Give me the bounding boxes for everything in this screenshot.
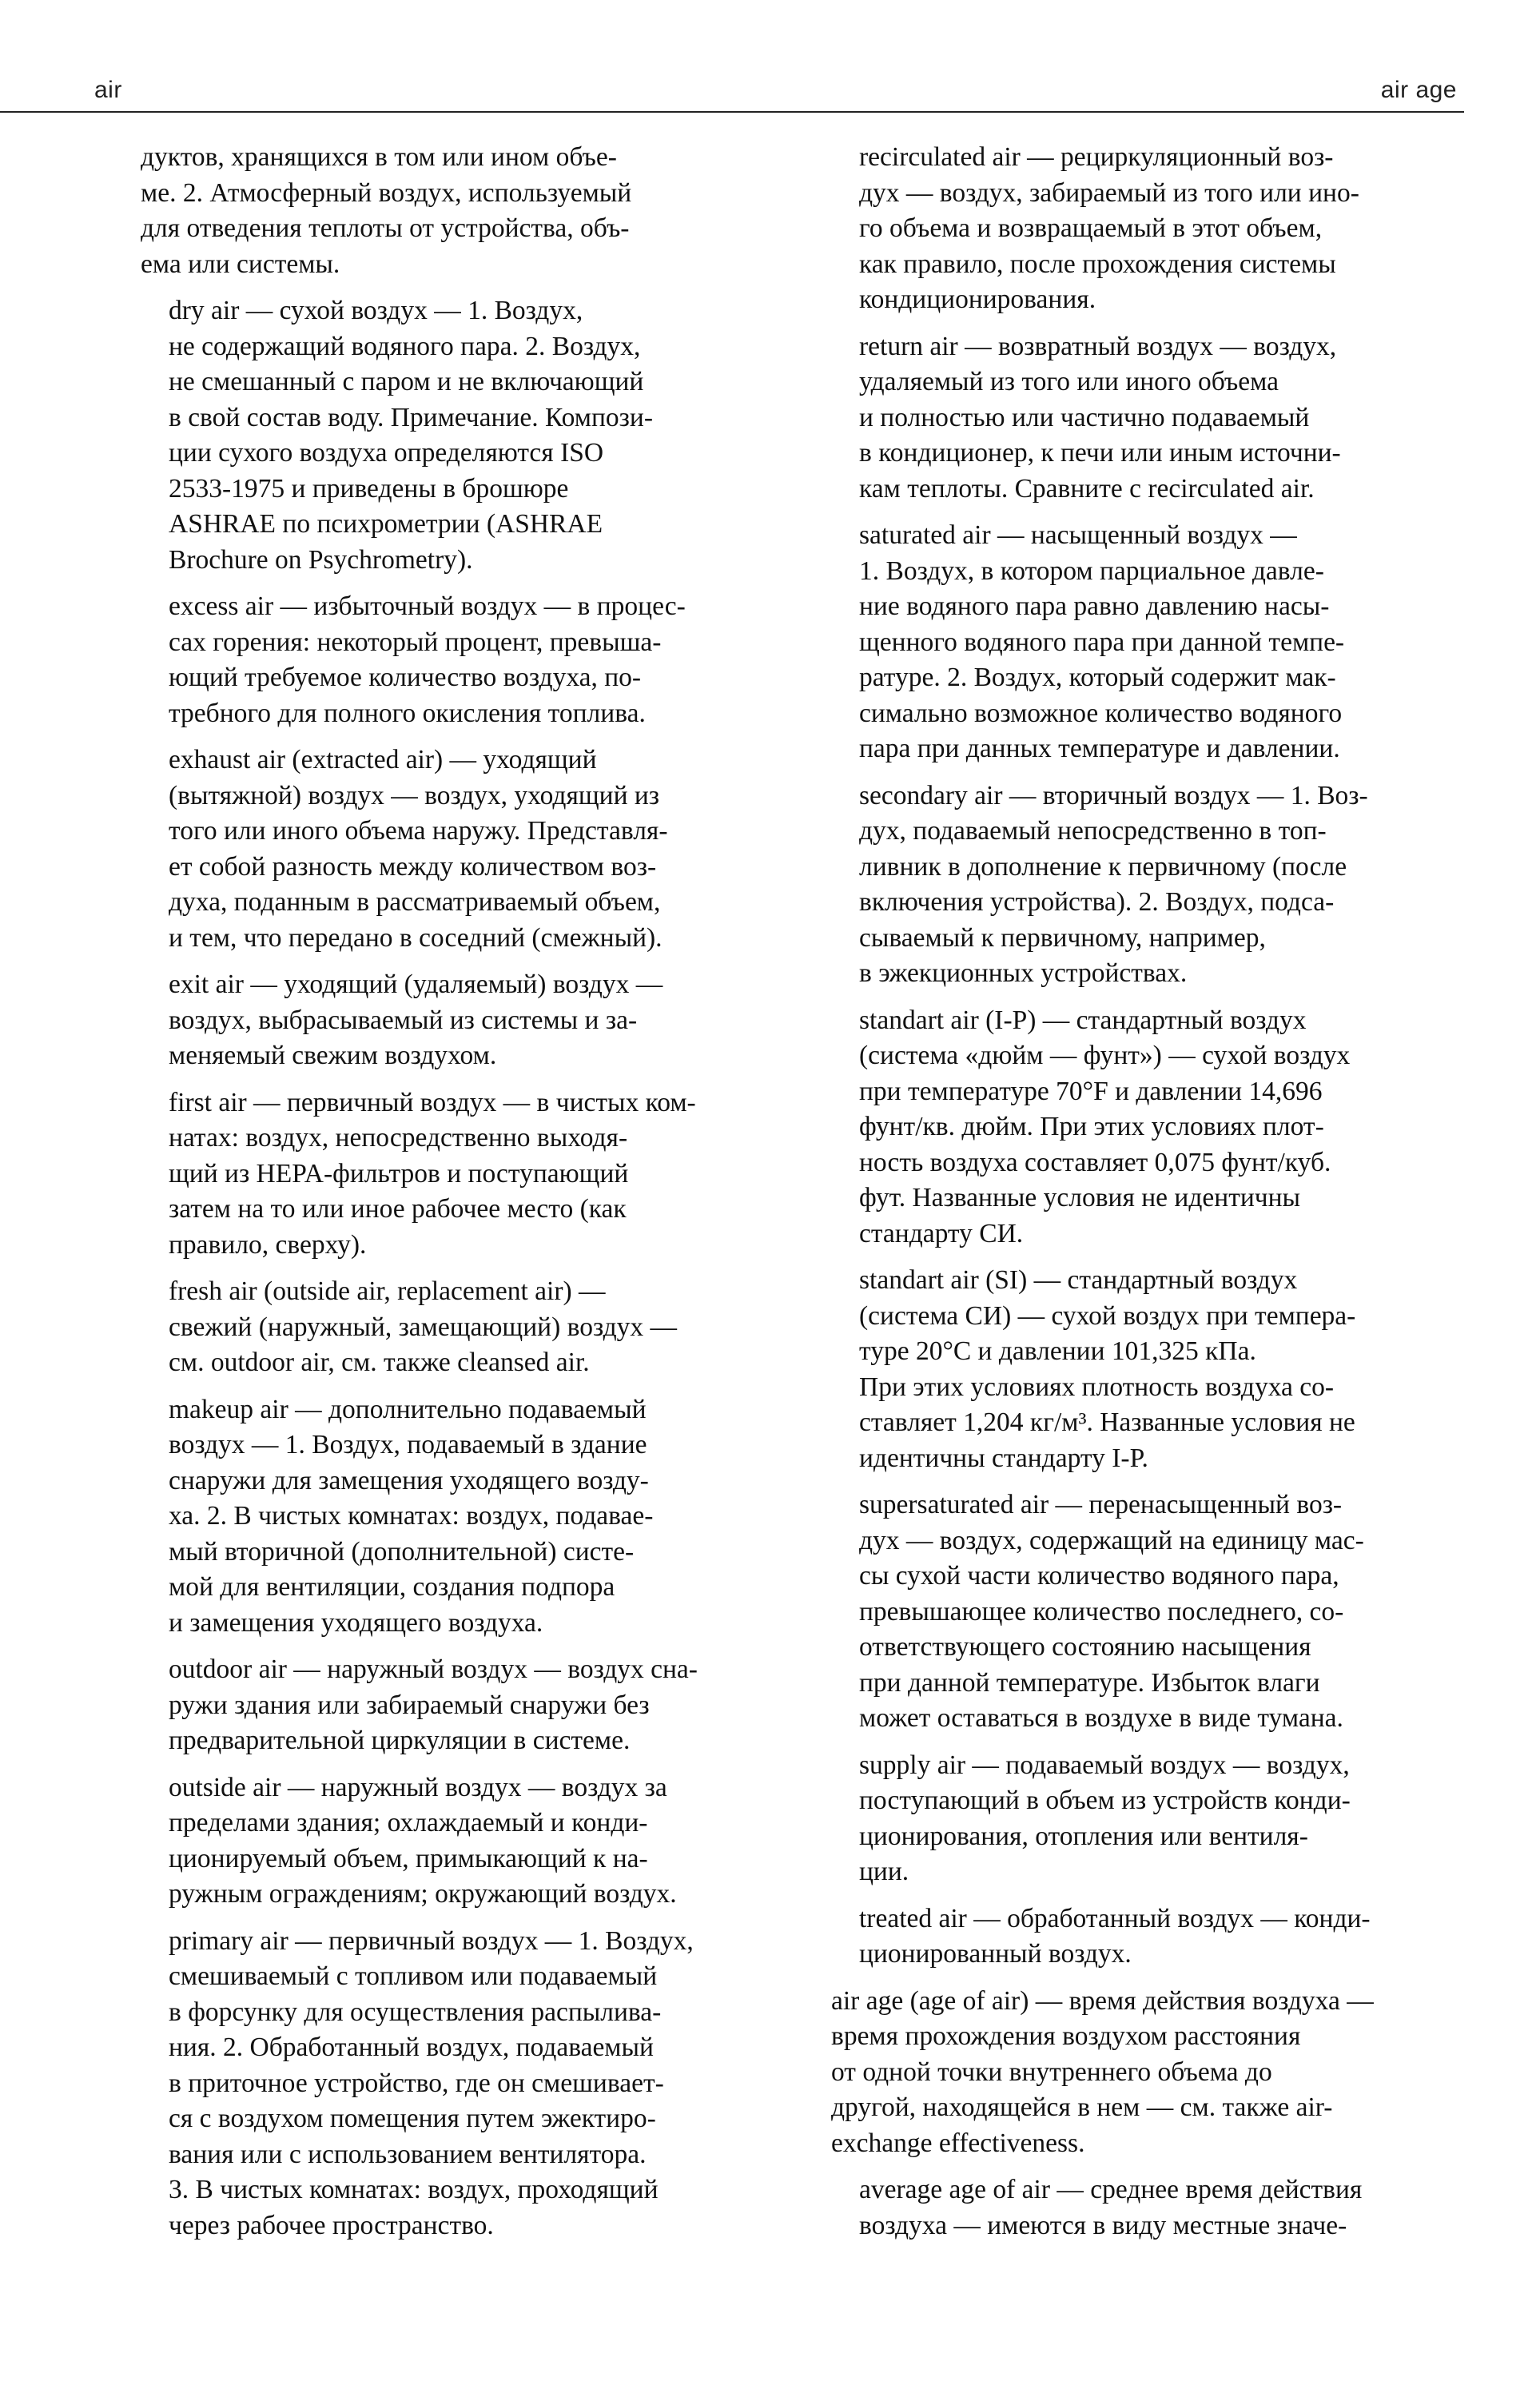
entry-line: supersaturated air — перенасыщенный воз-: [859, 1490, 1343, 1519]
entry-line: идентичны стандарту I-P.: [859, 1443, 1148, 1473]
entry-line: ружным ограждениям; окружающий воздух.: [169, 1879, 677, 1909]
entry-line: воздух — 1. Воздух, подаваемый в здание: [169, 1430, 647, 1459]
entry-line: воздуха — имеются в виду местные значе-: [859, 2210, 1347, 2240]
entry-line: фут. Названные условия не идентичны: [859, 1183, 1301, 1212]
entry-line: в форсунку для осуществления распылива-: [169, 1997, 662, 2027]
dictionary-entry-exhaust-air: [141, 743, 745, 956]
entry-line: щий из HEPA-фильтров и поступающий: [169, 1158, 629, 1189]
entry-line: натах: воздух, непосредственно выходя-: [169, 1123, 628, 1153]
dictionary-entry-fresh-air: [141, 1274, 745, 1381]
dictionary-entry-cont: [141, 140, 745, 282]
entry-line: в свой состав воду. Примечание. Компози-: [169, 402, 653, 432]
entry-line: воздух, выбрасываемый из системы и за-: [169, 1005, 638, 1035]
entry-line: supply air — подаваемый воздух — воздух,: [859, 1750, 1350, 1780]
entry-line: ет собой разность между количеством воз-: [169, 851, 657, 882]
entry-line: кам теплоты. Сравните с recirculated air.: [859, 473, 1315, 504]
entry-line: (система «дюйм — фунт») — сухой воздух: [859, 1041, 1351, 1070]
entry-line: outside air — наружный воздух — воздух за: [169, 1772, 667, 1802]
entry-line: return air — возвратный воздух — воздух,: [859, 331, 1337, 361]
entry-line: фунт/кв. дюйм. При этих условиях плот-: [859, 1112, 1324, 1141]
entry-line: ратуре. 2. Воздух, который содержит мак-: [859, 663, 1336, 692]
entry-line: ружи здания или забираемый снаружи без: [169, 1690, 650, 1720]
entry-line: не содержащий водяного пара. 2. Воздух,: [169, 331, 641, 361]
entry-line: standart air (I-P) — стандартный воздух: [859, 1005, 1307, 1035]
entry-line: и замещения уходящего воздуха.: [169, 1607, 543, 1638]
entry-line: ционированный воздух.: [859, 1939, 1132, 1969]
entry-line: того или иного объема наружу. Представля-: [169, 816, 668, 846]
header-rule: [0, 111, 1464, 113]
entry-line: и тем, что передано в соседний (смежный).: [169, 922, 663, 953]
entry-line: exchange effectiveness.: [831, 2128, 1085, 2158]
dictionary-entry-treated-air: [831, 1901, 1462, 1973]
entry-line: ответствующего состоянию насыщения: [859, 1632, 1311, 1662]
dictionary-entry-first-air: [141, 1085, 745, 1264]
entry-line: правило, сверху).: [169, 1229, 367, 1260]
entry-line: затем на то или иное рабочее место (как: [169, 1194, 627, 1224]
entry-line: recirculated air — рециркуляционный воз-: [859, 142, 1334, 172]
entry-line: симально возможное количество водяного: [859, 698, 1343, 728]
entry-line: может оставаться в воздухе в виде тумана.: [859, 1703, 1343, 1733]
entry-line: меняемый свежим воздухом.: [169, 1041, 497, 1070]
entry-line: сываемый к первичному, например,: [859, 922, 1266, 953]
entry-line: требного для полного окисления топлива.: [169, 698, 646, 728]
entry-line: ме. 2. Атмосферный воздух, используемый: [141, 177, 632, 208]
entry-line: как правило, после прохождения системы: [859, 249, 1336, 279]
entry-line: dry air — сухой воздух — 1. Воздух,: [169, 296, 583, 325]
entry-line: поступающий в объем из устройств конди-: [859, 1786, 1351, 1815]
entry-line: first air — первичный воздух — в чистых ком-: [169, 1087, 696, 1117]
entry-line: exit air — уходящий (удаляемый) воздух —: [169, 970, 663, 999]
entry-line: стандарту СИ.: [859, 1218, 1024, 1248]
entry-line: air age (age of air) — время действия воздуха —: [831, 1985, 1374, 2016]
entry-line: превышающее количество последнего, со-: [859, 1596, 1344, 1627]
entry-line: treated air — обработанный воздух — конди-: [859, 1903, 1371, 1933]
entry-line: мый вторичной (дополнительной) систе-: [169, 1536, 635, 1567]
dictionary-entry-supersaturated-air: [831, 1487, 1462, 1737]
left-column: [141, 140, 745, 2255]
entry-line: снаружи для замещения уходящего возду-: [169, 1465, 649, 1495]
entry-line: вания или с использованием вентилятора.: [169, 2139, 647, 2169]
entry-line: 3. В чистых комнатах: воздух, проходящий: [169, 2175, 659, 2204]
entry-line: при температуре 70°F и давлении 14,696: [859, 1076, 1323, 1106]
entry-line: туре 20°С и давлении 101,325 кПа.: [859, 1336, 1256, 1366]
entry-line: При этих условиях плотность воздуха со-: [859, 1372, 1335, 1402]
entry-line: makeup air — дополнительно подаваемый: [169, 1394, 647, 1424]
dictionary-entry-secondary-air: [831, 778, 1462, 992]
entry-line: ха. 2. В чистых комнатах: воздух, подавае-: [169, 1501, 654, 1531]
running-head-right: air age: [1380, 77, 1457, 103]
entry-line: мой для вентиляции, создания подпора: [169, 1572, 615, 1602]
entry-line: ние водяного пара равно давлению насы-: [859, 591, 1330, 621]
entry-line: ASHRAE по психрометрии (ASHRAE: [169, 509, 603, 539]
entry-line: ции сухого воздуха определяются ISO: [169, 438, 604, 468]
entry-line: духа, поданным в рассматриваемый объем,: [169, 887, 661, 917]
entry-line: при данной температуре. Избыток влаги: [859, 1667, 1320, 1698]
entry-line: не смешанный с паром и не включающий: [169, 367, 644, 396]
dictionary-entry-standart-air-ip: [831, 1003, 1462, 1252]
dictionary-entry-primary-air: [141, 1924, 745, 2244]
entry-line: saturated air — насыщенный воздух —: [859, 520, 1297, 550]
entry-line: excess air — избыточный воздух — в процес-: [169, 591, 686, 621]
entry-line: для отведения теплоты от устройства, объ-: [141, 213, 630, 243]
entry-line: другой, находящейся в нем — см. также air-: [831, 2092, 1333, 2122]
running-head-left: air: [94, 77, 122, 103]
entry-line: см. outdoor air, см. также cleansed air.: [169, 1348, 590, 1377]
dictionary-entry-outdoor-air: [141, 1652, 745, 1759]
entry-line: primary air — первичный воздух — 1. Воздух,: [169, 1925, 694, 1956]
dictionary-entry-supply-air: [831, 1748, 1462, 1890]
entry-line: пределами здания; охлаждаемый и конди-: [169, 1808, 648, 1838]
entry-line: ционируемый объем, примыкающий к на-: [169, 1843, 648, 1873]
dictionary-entry-makeup-air: [141, 1392, 745, 1642]
entry-line: дух — воздух, содержащий на единицу мас-: [859, 1525, 1364, 1555]
entry-line: пара при данных температуре и давлении.: [859, 734, 1340, 763]
entry-line: fresh air (outside air, replacement air) —: [169, 1276, 606, 1306]
entry-line: ставляет 1,204 кг/м³. Названные условия не: [859, 1408, 1355, 1437]
dictionary-entry-excess-air: [141, 589, 745, 731]
entry-line: standart air (SI) — стандартный воздух: [859, 1265, 1298, 1295]
entry-line: время прохождения воздухом расстояния: [831, 2021, 1301, 2051]
entry-line: дух — воздух, забираемый из того или ино-: [859, 177, 1359, 208]
entry-line: Brochure on Psychrometry).: [169, 544, 473, 575]
entry-line: предварительной циркуляции в системе.: [169, 1726, 631, 1755]
dictionary-entry-exit-air: [141, 967, 745, 1074]
dictionary-entry-return-air: [831, 329, 1462, 508]
entry-line: ции.: [859, 1857, 909, 1886]
entry-line: ционирования, отопления или вентиля-: [859, 1821, 1308, 1851]
entry-line: outdoor air — наружный воздух — воздух сна-: [169, 1654, 698, 1684]
entry-line: ния. 2. Обработанный воздух, подаваемый: [169, 2033, 654, 2062]
entry-line: (вытяжной) воздух — воздух, уходящий из: [169, 780, 660, 810]
entry-line: удаляемый из того или иного объема: [859, 367, 1279, 396]
entry-line: в приточное устройство, где он смешивает-: [169, 2068, 664, 2098]
dictionary-entry-dry-air: [141, 293, 745, 578]
entry-line: свежий (наружный, замещающий) воздух —: [169, 1312, 677, 1342]
right-column: [831, 140, 1462, 2255]
dictionary-entry-average-age-of-air: [831, 2172, 1462, 2244]
dictionary-entry-recirculated-air: [831, 140, 1462, 318]
dictionary-entry-air-age: [831, 1984, 1462, 2162]
dictionary-entry-outside-air: [141, 1770, 745, 1913]
entry-line: ность воздуха составляет 0,075 фунт/куб.: [859, 1147, 1331, 1177]
entry-line: дуктов, хранящихся в том или ином объе-: [141, 142, 617, 172]
entry-line: включения устройства). 2. Воздух, подса-: [859, 887, 1335, 917]
entry-line: го объема и возвращаемый в этот объем,: [859, 213, 1323, 243]
entry-line: 1. Воздух, в котором парциальное давле-: [859, 555, 1324, 586]
entry-line: в кондиционер, к печи или иным источни-: [859, 438, 1341, 468]
entry-line: и полностью или частично подаваемый: [859, 402, 1310, 432]
entry-line: ема или системы.: [141, 249, 340, 279]
entry-line: ся с воздухом помещения путем эжектиро-: [169, 2104, 656, 2133]
entry-line: сы сухой части количество водяного пара,: [859, 1561, 1339, 1591]
dictionary-entry-saturated-air: [831, 518, 1462, 767]
entry-line: (система СИ) — сухой воздух при темпера-: [859, 1300, 1356, 1331]
entry-line: 2533-1975 и приведены в брошюре: [169, 473, 569, 504]
entry-line: average age of air — среднее время действия: [859, 2175, 1363, 2204]
entry-line: смешиваемый с топливом или подаваемый: [169, 1961, 658, 1991]
entry-line: ливник в дополнение к первичному (после: [859, 851, 1347, 882]
entry-line: ющий требуемое количество воздуха, по-: [169, 663, 642, 692]
entry-line: в эжекционных устройствах.: [859, 958, 1188, 988]
entry-line: щенного водяного пара при данной темпе-: [859, 627, 1345, 657]
entry-line: от одной точки внутреннего объема до: [831, 2057, 1272, 2087]
entry-line: secondary air — вторичный воздух — 1. Воз-: [859, 780, 1368, 810]
entry-line: exhaust air (extracted air) — уходящий: [169, 745, 597, 774]
entry-line: дух, подаваемый непосредственно в топ-: [859, 816, 1327, 846]
dictionary-entry-standart-air-si: [831, 1263, 1462, 1476]
entry-line: через рабочее пространство.: [169, 2210, 494, 2240]
entry-line: сах горения: некоторый процент, превыша-: [169, 627, 662, 657]
entry-line: кондиционирования.: [859, 285, 1096, 314]
